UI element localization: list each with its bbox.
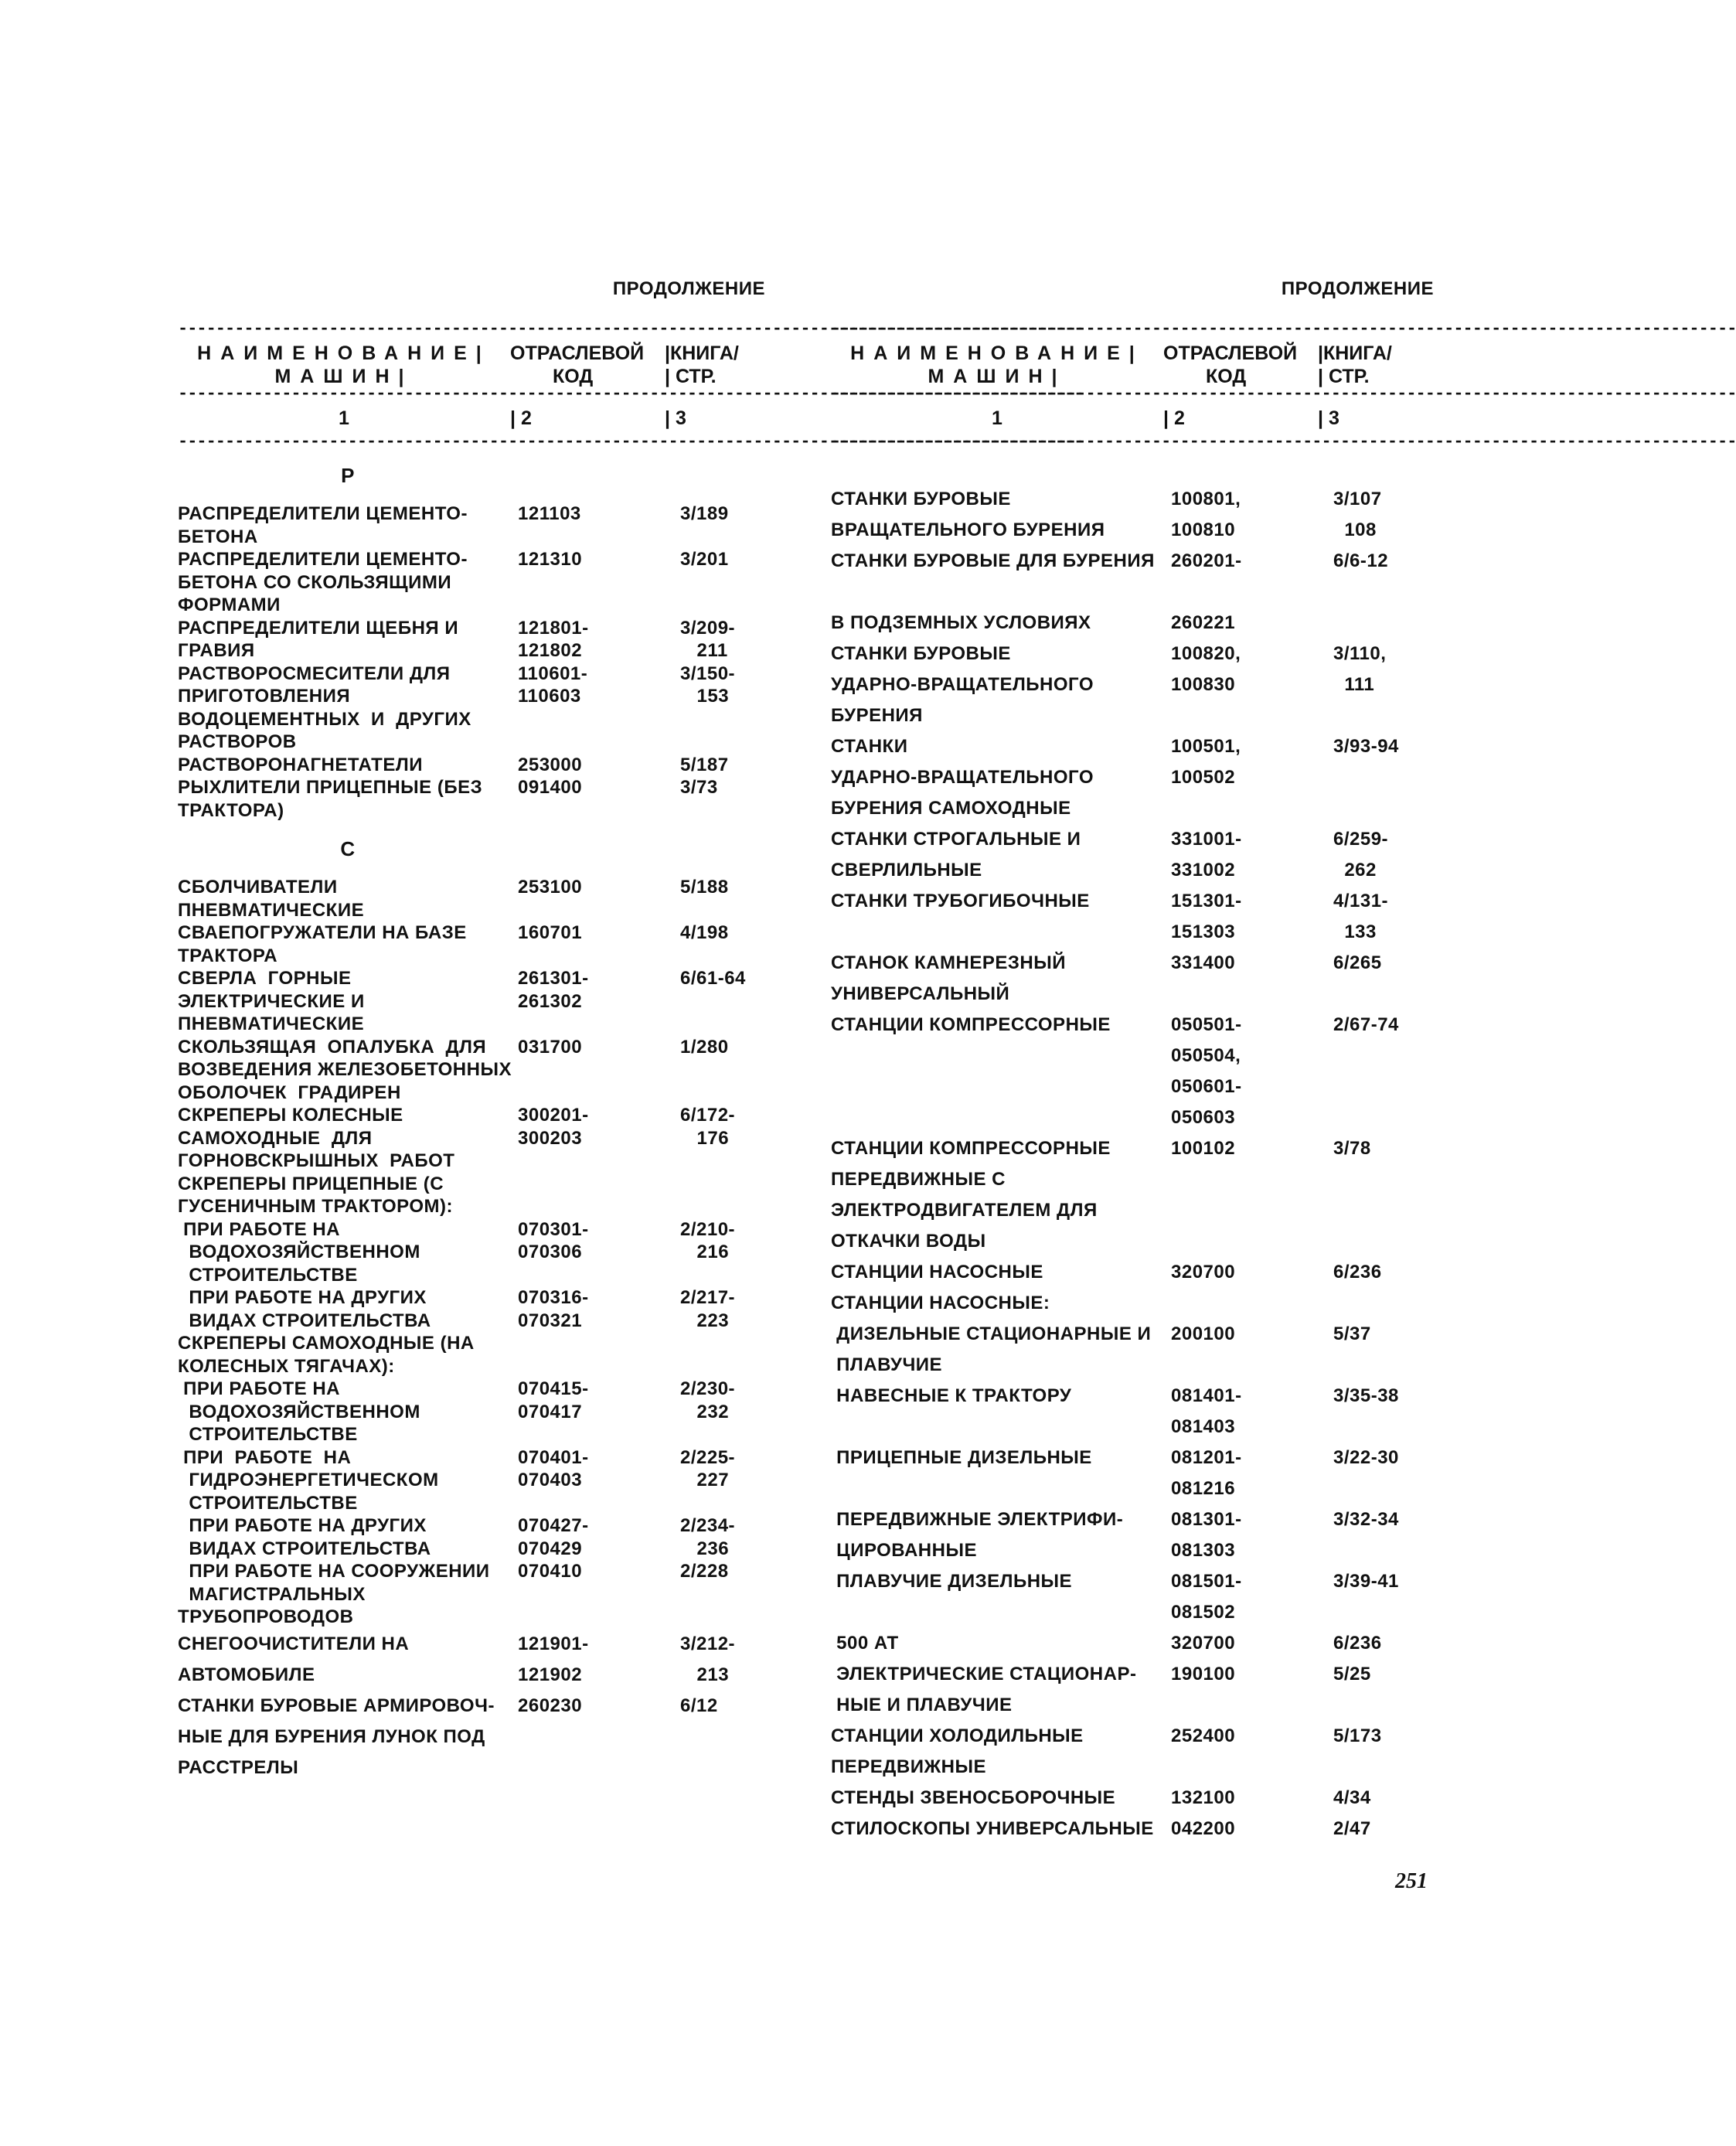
table-header	[178, 342, 765, 388]
entry-code: 121310	[518, 549, 583, 570]
entry-page: 5/187	[680, 754, 729, 775]
entry-code: 110601- 110603	[518, 663, 588, 707]
entry-code: 320700	[1171, 1633, 1236, 1654]
table-row	[178, 1036, 765, 1105]
entry-code: 100820, 100830	[1171, 643, 1241, 695]
entry-name: ПРИ РАБОТЕ НА СООРУЖЕНИИ МАГИСТРАЛЬНЫХ ТРУБОПРОВОДОВ	[178, 1561, 490, 1627]
entry-name: СКРЕПЕРЫ САМОХОДНЫЕ (НА КОЛЕСНЫХ ТЯГАЧАХ):	[178, 1333, 475, 1377]
table-row	[831, 731, 1434, 824]
column-numbers: 1 | 2 | 3	[992, 407, 1339, 429]
entry-code: 070401- 070403	[518, 1446, 589, 1490]
entry-page: 6/236	[1333, 1633, 1382, 1654]
entry-code: 252400	[1171, 1725, 1236, 1746]
entry-code: 081201- 081216	[1171, 1447, 1242, 1499]
table-row	[178, 1629, 765, 1691]
column-numbers: 1 | 2 | 3	[339, 407, 686, 429]
entry-name: НАВЕСНЫЕ К ТРАКТОРУ	[831, 1385, 1072, 1406]
entry-code: 160701	[518, 922, 583, 943]
entry-code: 100102	[1171, 1138, 1236, 1159]
header-name: НАИМЕНОВАНИЕ| МАШИН|	[197, 342, 491, 387]
entry-page: 3/107 108	[1333, 489, 1382, 540]
entry-page: 4/198	[680, 922, 729, 943]
entry-name: РАСТВОРОСМЕСИТЕЛИ ДЛЯ ПРИГОТОВЛЕНИЯ ВОДОЦЕМЕНТНЫХ И ДРУГИХ РАСТВОРОВ	[178, 663, 471, 752]
table-row	[831, 1721, 1434, 1783]
entry-page: 2/225- 227	[680, 1446, 736, 1490]
entry-page: 6/172- 176	[680, 1105, 736, 1149]
entry-name: ПРИ РАБОТЕ НА ВОДОХОЗЯЙСТВЕННОМ СТРОИТЕЛЬСТВЕ	[183, 1378, 420, 1445]
entry-page: 3/32-34	[1333, 1509, 1399, 1530]
entry-name: СТАНЦИИ НАСОСНЫЕ:	[831, 1293, 1050, 1313]
table-row	[178, 967, 765, 1036]
table-row	[178, 1104, 765, 1173]
right-column	[831, 278, 1736, 1845]
table-row	[178, 1286, 765, 1332]
entry-code: 132100	[1171, 1787, 1236, 1808]
entry-code: 151301- 151303	[1171, 891, 1242, 942]
entry-name: СТАНКИ БУРОВЫЕ ВРАЩАТЕЛЬНОГО БУРЕНИЯ	[831, 489, 1105, 540]
left-entries	[178, 448, 765, 1783]
entry-page	[680, 1332, 765, 1378]
table-row	[178, 1173, 765, 1218]
entry-name: СТАНКИ БУРОВЫЕ ДЛЯ БУРЕНИЯ В ПОДЗЕМНЫХ УСЛОВИЯХ	[831, 550, 1155, 633]
entry-code: 300201- 300203	[518, 1105, 589, 1149]
entry-name: СТАНЦИИ ХОЛОДИЛЬНЫЕ ПЕРЕДВИЖНЫЕ	[831, 1725, 1084, 1777]
entry-name: СТАНЦИИ КОМПРЕССОРНЫЕ ПЕРЕДВИЖНЫЕ С ЭЛЕКТРОДВИГАТЕЛЕМ ДЛЯ ОТКАЧКИ ВОДЫ	[831, 1138, 1111, 1252]
table-row	[831, 639, 1434, 731]
table-row	[831, 1381, 1434, 1443]
entry-page: 6/265	[1333, 952, 1382, 973]
entry-name: СТАНКИ БУРОВЫЕ АРМИРОВОЧ- НЫЕ ДЛЯ БУРЕНИЯ ЛУНОК ПОД РАССТРЕЛЫ	[178, 1695, 495, 1778]
entry-name: 500 АТ	[831, 1633, 899, 1654]
header-code: ОТРАСЛЕВОЙ КОД	[1163, 342, 1298, 387]
table-row	[178, 754, 765, 777]
table-header	[831, 342, 1434, 388]
table-row	[831, 1783, 1434, 1814]
entry-name: ПРИ РАБОТЕ НА ДРУГИХ ВИДАХ СТРОИТЕЛЬСТВА	[189, 1287, 431, 1331]
entry-name: РАСТВОРОНАГНЕТАТЕЛИ	[178, 754, 423, 775]
table-row	[178, 1691, 765, 1783]
table-row	[831, 824, 1434, 886]
entry-code: 070415- 070417	[518, 1378, 589, 1422]
entry-page: 1/280	[680, 1036, 729, 1058]
table-row	[178, 1446, 765, 1515]
table-row	[831, 1443, 1434, 1504]
entry-code: 320700	[1171, 1262, 1236, 1282]
entry-code: 031700	[518, 1036, 583, 1058]
rule-bottom: ------------------------------------------------------------------------------------------------	[831, 432, 1736, 451]
group-r	[178, 502, 765, 822]
table-row	[831, 1319, 1434, 1381]
table-row	[178, 1378, 765, 1446]
entry-name: ПРИ РАБОТЕ НА ВОДОХОЗЯЙСТВЕННОМ СТРОИТЕЛЬСТВЕ	[183, 1218, 420, 1286]
entry-code: 070427- 070429	[518, 1515, 589, 1559]
page-number: 251	[1395, 1869, 1428, 1893]
rule-top: ------------------------------------------------------------------------------------------------	[178, 319, 1084, 339]
entry-page: 3/110, 111	[1333, 643, 1387, 695]
entry-code: 331400	[1171, 952, 1236, 973]
entry-page: 3/209- 211	[680, 617, 736, 661]
entry-code: 121801- 121802	[518, 617, 589, 661]
entry-code: 253000	[518, 754, 583, 775]
entry-name: ПРИ РАБОТЕ НА ГИДРОЭНЕРГЕТИЧЕСКОМ СТРОИТЕЛЬСТВЕ	[183, 1446, 439, 1514]
table-row	[178, 1560, 765, 1629]
entry-code: 261301- 261302	[518, 968, 589, 1012]
entry-code: 121901- 121902	[518, 1633, 589, 1685]
entry-page: 3/78	[1333, 1138, 1371, 1159]
entry-name: ПРИ РАБОТЕ НА ДРУГИХ ВИДАХ СТРОИТЕЛЬСТВА	[189, 1515, 431, 1559]
entry-name: СТАНЦИИ КОМПРЕССОРНЫЕ	[831, 1014, 1111, 1035]
entry-page: 3/212- 213	[680, 1633, 736, 1685]
entry-page: 3/22-30	[1333, 1447, 1399, 1468]
entry-page: 3/73	[680, 777, 718, 798]
entry-name: СТАНКИ БУРОВЫЕ УДАРНО-ВРАЩАТЕЛЬНОГО БУРЕНИЯ	[831, 643, 1094, 726]
entry-page: 3/39-41	[1333, 1571, 1399, 1592]
continuation-label: ПРОДОЛЖЕНИЕ	[612, 278, 765, 299]
entry-code: 042200	[1171, 1818, 1236, 1839]
entry-name: РЫХЛИТЕЛИ ПРИЦЕПНЫЕ (БЕЗ ТРАКТОРА)	[178, 777, 483, 821]
continuation-label: ПРОДОЛЖЕНИЕ	[1281, 278, 1434, 299]
entry-name: СКОЛЬЗЯЩАЯ ОПАЛУБКА ДЛЯ ВОЗВЕДЕНИЯ ЖЕЛЕЗОБЕТОННЫХ ОБОЛОЧЕК ГРАДИРЕН	[178, 1036, 512, 1103]
entry-code: 070301- 070306	[518, 1218, 589, 1262]
entry-name: ПРИЦЕПНЫЕ ДИЗЕЛЬНЫЕ	[831, 1447, 1092, 1468]
entry-name: СТАНЦИИ НАСОСНЫЕ	[831, 1262, 1043, 1282]
table-row	[178, 921, 765, 967]
entry-name: СНЕГООЧИСТИТЕЛИ НА АВТОМОБИЛЕ	[178, 1633, 410, 1685]
table-row	[178, 502, 765, 548]
entry-code: 070410	[518, 1561, 583, 1582]
entry-code: 253100	[518, 877, 583, 898]
table-row	[831, 886, 1434, 948]
entry-code: 121103	[518, 503, 581, 524]
rule-mid: ------------------------------------------------------------------------------------------------	[178, 384, 1084, 404]
table-row	[178, 876, 765, 921]
entry-page: 6/259- 262	[1333, 829, 1389, 881]
entry-code: 260230	[518, 1695, 583, 1716]
table-row	[831, 948, 1434, 1010]
entry-page: 5/37	[1333, 1323, 1371, 1344]
table-row	[831, 1659, 1434, 1721]
table-row	[178, 1332, 765, 1378]
entry-page: 2/67-74	[1333, 1014, 1399, 1035]
entry-name: СТАНКИ ТРУБОГИБОЧНЫЕ	[831, 891, 1090, 911]
entry-name: РАСПРЕДЕЛИТЕЛИ ЦЕМЕНТО- БЕТОНА СО СКОЛЬЗЯЩИМИ ФОРМАМИ	[178, 549, 468, 615]
entry-name: РАСПРЕДЕЛИТЕЛИ ЩЕБНЯ И ГРАВИЯ	[178, 617, 459, 661]
table-row	[178, 1514, 765, 1560]
entry-page: 2/230- 232	[680, 1378, 736, 1422]
entry-name: ПЛАВУЧИЕ ДИЗЕЛЬНЫЕ	[831, 1571, 1073, 1592]
table-row	[831, 1288, 1434, 1319]
entry-page: 5/25	[1333, 1664, 1371, 1684]
entry-code: 091400	[518, 777, 583, 798]
header-code: ОТРАСЛЕВОЙ КОД	[510, 342, 645, 387]
entry-name: СВЕРЛА ГОРНЫЕ ЭЛЕКТРИЧЕСКИЕ И ПНЕВМАТИЧЕСКИЕ	[178, 968, 365, 1034]
entry-code: 081401- 081403	[1171, 1385, 1242, 1437]
section-letter-r: Р	[341, 464, 355, 487]
table-row	[831, 1814, 1434, 1845]
entry-name: СБОЛЧИВАТЕЛИ ПНЕВМАТИЧЕСКИЕ	[178, 877, 365, 921]
entry-name: СКРЕПЕРЫ ПРИЦЕПНЫЕ (С ГУСЕНИЧНЫМ ТРАКТОРОМ):	[178, 1173, 454, 1217]
entry-code: 100501, 100502	[1171, 736, 1241, 788]
entry-page: 2/234- 236	[680, 1515, 736, 1559]
entry-page: 2/228	[680, 1561, 729, 1582]
entry-code: 050501- 050504, 050601- 050603	[1171, 1014, 1242, 1128]
entry-code: 070316- 070321	[518, 1287, 589, 1331]
entry-name: ДИЗЕЛЬНЫЕ СТАЦИОНАРНЫЕ И ПЛАВУЧИЕ	[836, 1323, 1152, 1375]
rule-mid: ------------------------------------------------------------------------------------------------	[831, 384, 1736, 404]
entry-page	[680, 1173, 765, 1218]
entry-page: 6/6-12	[1333, 550, 1389, 571]
entry-page: 3/93-94	[1333, 736, 1399, 757]
entry-page: 3/201	[680, 549, 729, 570]
entry-code	[1171, 1288, 1333, 1319]
header-page: |КНИГА/ | СТР.	[665, 342, 739, 387]
entry-name: СВАЕПОГРУЖАТЕЛИ НА БАЗЕ ТРАКТОРА	[178, 922, 467, 966]
table-row	[831, 1010, 1434, 1133]
entry-name: ЭЛЕКТРИЧЕСКИЕ СТАЦИОНАР- НЫЕ И ПЛАВУЧИЕ	[836, 1664, 1137, 1715]
entry-page: 2/217- 223	[680, 1287, 736, 1331]
group-tail	[178, 1629, 765, 1783]
section-letter-s: С	[340, 837, 356, 860]
entry-page: 4/131- 133	[1333, 891, 1389, 942]
table-row	[178, 617, 765, 663]
entry-page: 3/150- 153	[680, 663, 736, 707]
table-row	[178, 1218, 765, 1287]
table-row	[831, 546, 1434, 639]
table-row	[831, 1133, 1434, 1257]
entry-page: 5/188	[680, 877, 729, 898]
entry-page	[1333, 1288, 1434, 1319]
table-row	[831, 484, 1434, 546]
entry-code: 100801, 100810	[1171, 489, 1241, 540]
entry-page: 6/12	[680, 1695, 718, 1716]
table-row	[178, 776, 765, 822]
header-page: |КНИГА/ | СТР.	[1318, 342, 1392, 387]
right-entries	[831, 484, 1434, 1845]
rule-top: ------------------------------------------------------------------------------------------------	[831, 319, 1736, 339]
entry-code: 190100	[1171, 1664, 1236, 1684]
entry-page: 5/173	[1333, 1725, 1382, 1746]
entry-code	[518, 1332, 680, 1378]
table-row	[831, 1566, 1434, 1628]
entry-name: РАСПРЕДЕЛИТЕЛИ ЦЕМЕНТО- БЕТОНА	[178, 503, 468, 547]
entry-page: 6/61-64	[680, 968, 746, 989]
table-row	[178, 663, 765, 754]
entry-page: 2/210- 216	[680, 1218, 736, 1262]
entry-page: 6/236	[1333, 1262, 1382, 1282]
rule-bottom: ------------------------------------------------------------------------------------------------	[178, 432, 1084, 451]
entry-name: СТИЛОСКОПЫ УНИВЕРСАЛЬНЫЕ	[831, 1818, 1154, 1839]
entry-name: СТАНОК КАМНЕРЕЗНЫЙ УНИВЕРСАЛЬНЫЙ	[831, 952, 1066, 1004]
table-row	[178, 548, 765, 617]
entry-name: ПЕРЕДВИЖНЫЕ ЭЛЕКТРИФИ- ЦИРОВАННЫЕ	[836, 1509, 1124, 1561]
entry-page: 3/35-38	[1333, 1385, 1399, 1406]
entry-code: 260201- 260221	[1171, 550, 1242, 633]
entry-name: СТАНКИ СТРОГАЛЬНЫЕ И СВЕРЛИЛЬНЫЕ	[831, 829, 1081, 881]
group-s	[178, 876, 765, 1629]
entry-code	[518, 1173, 680, 1218]
entry-code: 081301- 081303	[1171, 1509, 1242, 1561]
header-name: НАИМЕНОВАНИЕ| МАШИН|	[850, 342, 1144, 387]
entry-code: 331001- 331002	[1171, 829, 1242, 881]
entry-name: СКРЕПЕРЫ КОЛЕСНЫЕ САМОХОДНЫЕ ДЛЯ ГОРНОВСКРЫШНЫХ РАБОТ	[178, 1105, 455, 1171]
entry-page: 2/47	[1333, 1818, 1371, 1839]
entry-code: 081501- 081502	[1171, 1571, 1242, 1623]
entry-code: 200100	[1171, 1323, 1236, 1344]
table-row	[831, 1628, 1434, 1659]
entry-page: 3/189	[680, 503, 729, 524]
entry-name: СТАНКИ УДАРНО-ВРАЩАТЕЛЬНОГО БУРЕНИЯ САМОХОДНЫЕ	[831, 736, 1094, 819]
table-row	[831, 1257, 1434, 1288]
entry-page: 4/34	[1333, 1787, 1371, 1808]
table-row	[831, 1504, 1434, 1566]
entry-name: СТЕНДЫ ЗВЕНОСБОРОЧНЫЕ	[831, 1787, 1116, 1808]
